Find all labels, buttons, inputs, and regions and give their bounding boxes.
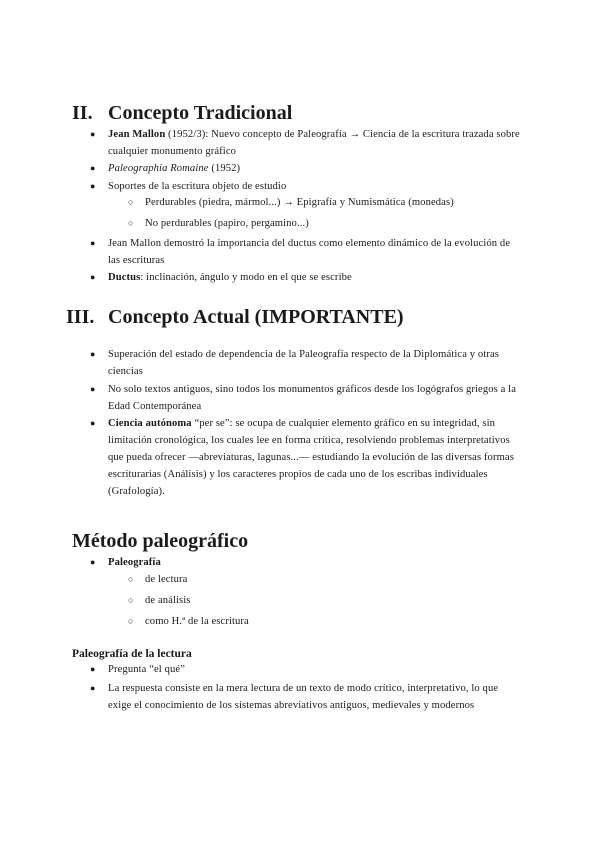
circle-bullet-icon	[128, 215, 133, 232]
list-item: Ductus: inclinación, ángulo y modo en el que se escribe	[108, 272, 352, 283]
sub-list-item: de lectura	[145, 574, 188, 585]
bullet-icon	[90, 160, 95, 177]
sub-list-item: como H.ª de la escritura	[145, 616, 249, 627]
bullet-icon	[90, 381, 95, 398]
section-title: Concepto Tradicional	[108, 102, 293, 124]
list-item: Paleografía	[108, 557, 161, 568]
list-item: No solo textos antiguos, sino todos los monumentos gráficos desde los logógrafos griegos a la Edad Contemporánea	[108, 384, 516, 412]
bullet-icon	[90, 126, 95, 143]
subsection-heading: Método paleográfico	[72, 530, 249, 552]
bullet-icon	[90, 346, 95, 363]
circle-bullet-icon	[128, 592, 133, 609]
bullet-icon	[90, 554, 95, 571]
section-number: II.	[72, 102, 93, 124]
minor-heading: Paleografía de la lectura	[72, 648, 192, 660]
list-item: Paleographia Romaine (1952)	[108, 163, 241, 174]
bullet-icon	[90, 269, 95, 286]
bullet-icon	[90, 415, 95, 432]
section-number: III.	[66, 306, 95, 328]
list-item: Jean Mallon demostró la importancia del ductus como elemento dinámico de la evolución de las escrituras	[108, 238, 511, 266]
list-item: Ciencia autónoma “per se”: se ocupa de cualquier elemento gráfico en su integridad, sin limitación cronológica, los cuales lee en forma crítica, resolviendo problemas interpretativos que pueda ofrecer —abreviaturas, lagunas...— estudiando la evolución de las diversas formas escriturarias (Análisis) y los caracteres propios de cada uno de los escribas individuales (Grafología).	[108, 418, 514, 497]
section-title: Concepto Actual (IMPORTANTE)	[108, 306, 404, 328]
list-item: Jean Mallon (1952/3): Nuevo concepto de Paleografía → Ciencia de la escritura trazada sobre cualquier monumento gráfico	[108, 129, 520, 157]
list-item: Soportes de la escritura objeto de estudio	[108, 181, 287, 192]
bullet-icon	[90, 235, 95, 252]
list-item: Pregunta “el qué”	[108, 664, 185, 675]
sub-list-item: de análisis	[145, 595, 191, 606]
list-item: Superación del estado de dependencia de la Paleografía respecto de la Diplomática y otras ciencias	[108, 349, 499, 377]
sub-list-item: Perdurables (piedra, mármol...) → Epigrafía y Numismática (monedas)	[145, 197, 454, 208]
list-item: La respuesta consiste en la mera lectura de un texto de modo crítico, interpretativo, lo que exige el conocimiento de los sistemas abreviativos antiguos, medievales y modernos	[108, 683, 499, 711]
circle-bullet-icon	[128, 571, 133, 588]
sub-list-item: No perdurables (papiro, pergamino...)	[145, 218, 309, 229]
circle-bullet-icon	[128, 194, 133, 211]
bullet-icon	[90, 680, 95, 697]
bullet-icon	[90, 178, 95, 195]
circle-bullet-icon	[128, 613, 133, 630]
bullet-icon	[90, 661, 95, 678]
